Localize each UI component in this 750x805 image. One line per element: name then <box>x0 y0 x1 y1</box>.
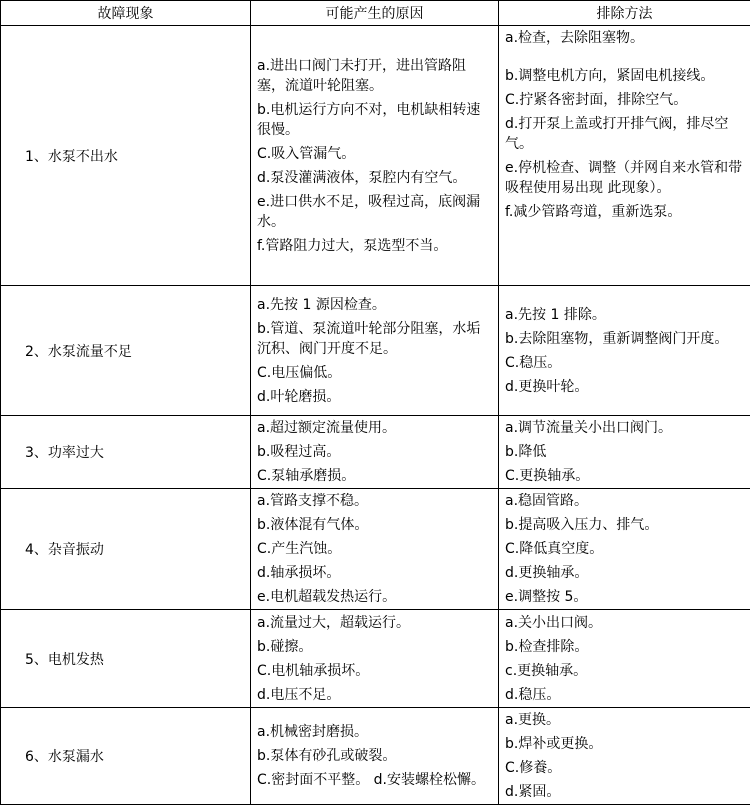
table-row <box>1 26 750 286</box>
remedy-item: C.拧紧各密封面，排除空气。 <box>505 90 746 110</box>
cause-item: a.管路支撑不稳。 <box>257 491 494 511</box>
remedy-item: b.调整电机方向，紧固电机接线。 <box>505 66 746 86</box>
cause-item: a.进出口阀门未打开，进出管路阻塞，流道叶轮阻塞。 <box>257 56 494 96</box>
cause-item: C.吸入管漏气。 <box>257 144 494 164</box>
table-row <box>1 286 750 416</box>
remedy-item: b.降低 <box>505 442 746 462</box>
table-row <box>1 416 750 489</box>
remedy-item: a.调节流量关小出口阀门。 <box>505 418 746 438</box>
remedies-cell <box>499 416 750 489</box>
symptom-cell: 6、水泵漏水 <box>1 708 251 805</box>
cause-item: b.吸程过高。 <box>257 442 494 462</box>
remedies-cell <box>499 708 750 805</box>
cause-item: C.产生汽蚀。 <box>257 539 494 559</box>
causes-cell <box>251 708 499 805</box>
cause-item: a.机械密封磨损。 <box>257 722 494 742</box>
cause-item: a.流量过大，超载运行。 <box>257 613 494 633</box>
remedy-item: a.更换。 <box>505 710 746 730</box>
remedy-item: a.稳固管路。 <box>505 491 746 511</box>
cause-item: b.液体混有气体。 <box>257 515 494 535</box>
remedy-item: a.关小出口阀。 <box>505 613 746 633</box>
symptom-cell: 3、功率过大 <box>1 416 251 489</box>
causes-cell <box>251 26 499 286</box>
remedy-item: b.去除阻塞物，重新调整阀门开度。 <box>505 329 746 349</box>
remedy-item: C.更换轴承。 <box>505 466 746 486</box>
symptom-cell: 5、电机发热 <box>1 610 251 708</box>
remedy-item: a.检查，去除阻塞物。 <box>505 28 746 48</box>
remedy-item: b.检查排除。 <box>505 637 746 657</box>
cause-item: C.电机轴承损坏。 <box>257 661 494 681</box>
cause-item: C.密封面不平整。 d.安装螺栓松懈。 <box>257 770 494 790</box>
header-symptom: 故障现象 <box>1 1 251 26</box>
table-row <box>1 489 750 610</box>
remedy-item: f.减少管路弯道，重新选泵。 <box>505 202 746 222</box>
remedy-item: e.调整按 5。 <box>505 587 746 607</box>
remedies-cell <box>499 489 750 610</box>
remedy-item: d.打开泵上盖或打开排气阀，排尽空气。 <box>505 114 746 154</box>
remedy-item: d.更换轴承。 <box>505 563 746 583</box>
table-row <box>1 610 750 708</box>
header-row <box>1 1 750 26</box>
remedy-item: c.更换轴承。 <box>505 661 746 681</box>
cause-item: f.管路阻力过大，泵选型不当。 <box>257 236 494 256</box>
remedy-item: C.降低真空度。 <box>505 539 746 559</box>
remedy-item: d.稳压。 <box>505 685 746 705</box>
cause-item: e.进口供水不足，吸程过高，底阀漏水。 <box>257 192 494 232</box>
cause-item: d.泵没灌满液体，泵腔内有空气。 <box>257 168 494 188</box>
symptom-cell: 4、杂音振动 <box>1 489 251 610</box>
cause-item: d.轴承损坏。 <box>257 563 494 583</box>
causes-cell <box>251 489 499 610</box>
cause-item: C.电压偏低。 <box>257 363 494 383</box>
cause-item: d.叶轮磨损。 <box>257 387 494 407</box>
remedies-cell <box>499 26 750 286</box>
cause-item: b.泵体有砂孔或破裂。 <box>257 746 494 766</box>
remedy-item: C.修養。 <box>505 758 746 778</box>
causes-cell <box>251 416 499 489</box>
causes-cell <box>251 286 499 416</box>
cause-item: C.泵轴承磨损。 <box>257 466 494 486</box>
symptom-cell: 1、水泵不出水 <box>1 26 251 286</box>
cause-item: b.电机运行方向不对，电机缺相转速很慢。 <box>257 100 494 140</box>
remedy-item: d.紧固。 <box>505 782 746 802</box>
symptom-cell: 2、水泵流量不足 <box>1 286 251 416</box>
remedies-cell <box>499 286 750 416</box>
remedy-item: b.提高吸入压力、排气。 <box>505 515 746 535</box>
causes-cell <box>251 610 499 708</box>
cause-item: b.管道、泵流道叶轮部分阻塞，水垢沉积、阀门开度不足。 <box>257 319 494 359</box>
remedy-item: C.稳压。 <box>505 353 746 373</box>
header-remedies: 排除方法 <box>499 1 750 26</box>
table-row <box>1 708 750 805</box>
cause-item: b.碰擦。 <box>257 637 494 657</box>
remedy-item: d.更换叶轮。 <box>505 377 746 397</box>
cause-item: a.超过额定流量使用。 <box>257 418 494 438</box>
cause-item: a.先按 1 源因检查。 <box>257 295 494 315</box>
remedies-cell <box>499 610 750 708</box>
header-causes: 可能产生的原因 <box>251 1 499 26</box>
remedy-item: a.先按 1 排除。 <box>505 305 746 325</box>
cause-item: e.电机超载发热运行。 <box>257 587 494 607</box>
cause-item: d.电压不足。 <box>257 685 494 705</box>
remedy-item: e.停机检查、调整（并网自来水管和带吸程使用易出现 此现象）。 <box>505 158 746 198</box>
remedy-item: b.焊补或更换。 <box>505 734 746 754</box>
